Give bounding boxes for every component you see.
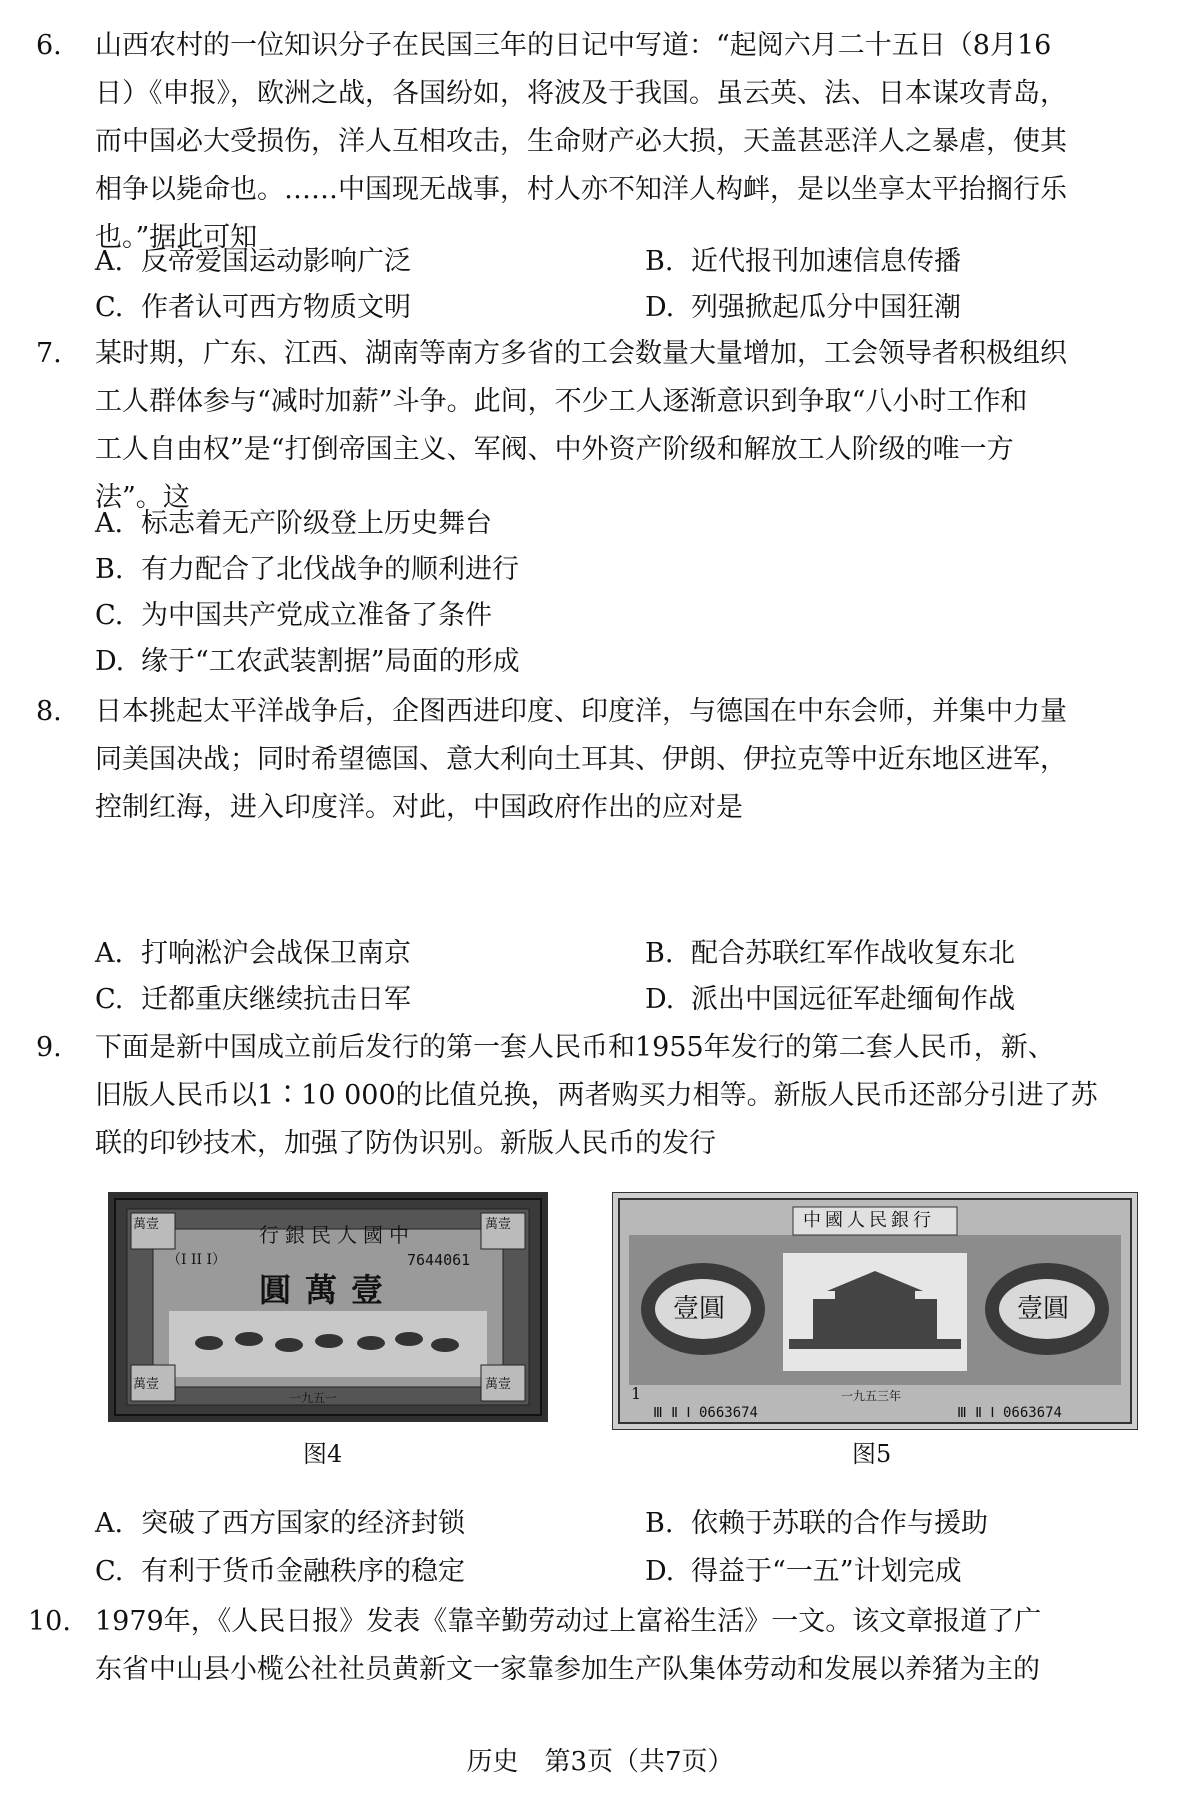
banknote-serial: 7644061 xyxy=(407,1251,471,1269)
option-a[interactable] xyxy=(95,500,492,548)
stem-line: 日）《申报》，欧洲之战，各国纷如，将波及于我国。虽云英、法、日本谋攻青岛， xyxy=(95,78,1067,109)
banknote-left-value: 壹圓 xyxy=(673,1294,726,1324)
option-d[interactable] xyxy=(95,638,520,686)
option-b[interactable] xyxy=(645,238,961,286)
stem-line: 日本挑起太平洋战争后，企图西进印度、印度洋，与德国在中东会师，并集中力量 xyxy=(95,696,1067,727)
question-stem xyxy=(95,1598,1150,1694)
banknote-right-value: 壹圓 xyxy=(1017,1294,1070,1324)
stem-line: 工人群体参与“减时加薪”斗争。此间，不少工人逐渐意识到争取“八小时工作和 xyxy=(95,386,1028,417)
option-text: 反帝爱国运动影响广泛 xyxy=(141,246,411,277)
option-text: 近代报刊加速信息传播 xyxy=(691,246,961,277)
question-stem xyxy=(95,1024,1150,1168)
stem-line: 也。”据此可知 xyxy=(95,222,258,253)
stem-line: 1979年，《人民日报》发表《靠辛勤劳动过上富裕生活》一文。该文章报道了广 xyxy=(95,1606,1042,1637)
question-number: 8. xyxy=(36,696,62,727)
option-letter: D. xyxy=(645,292,675,323)
banknote-serial-prefix: （I II I） xyxy=(167,1252,227,1268)
stem-line: 联的印钞技术，加强了防伪识别。新版人民币的发行 xyxy=(95,1128,716,1159)
option-b[interactable] xyxy=(95,546,519,594)
banknote-year: 一九五一 xyxy=(289,1391,338,1405)
page-footer: 历史 第3页（共7页） xyxy=(466,1747,734,1777)
option-letter: A. xyxy=(95,1508,124,1539)
option-letter: C. xyxy=(95,600,124,631)
stem-line: 同美国决战；同时希望德国、意大利向土耳其、伊朗、伊拉克等中近东地区进军， xyxy=(95,744,1067,775)
option-b[interactable] xyxy=(645,930,1015,978)
stem-line: 东省中山县小榄公社社员黄新文一家靠参加生产队集体劳动和发展以养猪为主的 xyxy=(95,1654,1040,1685)
question-number: 10. xyxy=(28,1606,71,1637)
question-number: 6. xyxy=(36,30,62,61)
question-number: 9. xyxy=(36,1032,62,1063)
question-stem xyxy=(95,688,1150,832)
stem-line: 控制红海，进入印度洋。对此，中国政府作出的应对是 xyxy=(95,792,743,823)
option-d[interactable] xyxy=(645,976,1015,1024)
banknote-figure-4 xyxy=(108,1192,548,1422)
banknote-corner-tl: 萬壹 xyxy=(133,1217,160,1232)
stem-line: 工人自由权”是“打倒帝国主义、军阀、中外资产阶级和解放工人阶级的唯一方 xyxy=(95,434,1014,465)
banknote-serial-left: Ⅲ Ⅱ Ⅰ 0663674 xyxy=(653,1405,758,1421)
stem-line: 山西农村的一位知识分子在民国三年的日记中写道：“起阅六月二十五日（8月16 xyxy=(95,30,1052,61)
banknote-serial-right: Ⅲ Ⅱ Ⅰ 0663674 xyxy=(957,1405,1062,1421)
option-c[interactable] xyxy=(95,976,411,1024)
option-text: 打响淞沪会战保卫南京 xyxy=(141,938,411,969)
option-a[interactable] xyxy=(95,930,411,978)
option-letter: B. xyxy=(645,1508,674,1539)
option-b[interactable] xyxy=(645,1500,988,1548)
option-letter: B. xyxy=(645,938,674,969)
option-text: 派出中国远征军赴缅甸作战 xyxy=(691,984,1015,1015)
option-letter: D. xyxy=(95,646,125,677)
option-letter: A. xyxy=(95,246,124,277)
question-stem xyxy=(95,22,1150,262)
banknote-corner-number: 1 xyxy=(631,1384,642,1403)
banknote-corner-tr: 萬壹 xyxy=(485,1217,512,1232)
banknote-denomination: 圓萬壹 xyxy=(259,1271,398,1309)
option-c[interactable] xyxy=(95,592,492,640)
option-d[interactable] xyxy=(645,1548,962,1596)
stem-line: 下面是新中国成立前后发行的第一套人民币和1955年发行的第二套人民币，新、 xyxy=(95,1032,1055,1063)
stem-line: 某时期，广东、江西、湖南等南方多省的工会数量大量增加，工会领导者积极组织 xyxy=(95,338,1067,369)
stem-line: 法”。这 xyxy=(95,482,190,513)
option-letter: C. xyxy=(95,984,124,1015)
banknote-corner-bl: 萬壹 xyxy=(133,1377,160,1392)
option-letter: A. xyxy=(95,938,124,969)
option-a[interactable] xyxy=(95,238,411,286)
option-text: 缘于“工农武装割据”局面的形成 xyxy=(141,646,520,677)
option-text: 得益于“一五”计划完成 xyxy=(691,1556,962,1587)
banknote-figure-5 xyxy=(612,1192,1138,1430)
option-text: 配合苏联红军作战收复东北 xyxy=(691,938,1015,969)
option-text: 列强掀起瓜分中国狂潮 xyxy=(691,292,961,323)
option-c[interactable] xyxy=(95,1548,465,1596)
option-letter: B. xyxy=(95,554,124,585)
stem-line: 而中国必大受损伤，洋人互相攻击，生命财产必大损，天盖甚恶洋人之暴虐，使其 xyxy=(95,126,1067,157)
option-letter: D. xyxy=(645,984,675,1015)
stem-line: 相争以毙命也。……中国现无战事，村人亦不知洋人构衅，是以坐享太平抬搁行乐 xyxy=(95,174,1067,205)
option-letter: C. xyxy=(95,1556,124,1587)
figure-4-caption: 图4 xyxy=(303,1440,343,1468)
option-letter: C. xyxy=(95,292,124,323)
option-c[interactable] xyxy=(95,284,411,332)
stem-line: 旧版人民币以1∶10 000的比值兑换，两者购买力相等。新版人民币还部分引进了苏 xyxy=(95,1080,1098,1111)
banknote-top-text: 中國人民銀行 xyxy=(803,1210,935,1231)
banknote-year: 一九五三年 xyxy=(841,1389,902,1403)
option-a[interactable] xyxy=(95,1500,465,1548)
option-letter: D. xyxy=(645,1556,675,1587)
option-d[interactable] xyxy=(645,284,961,332)
option-letter: B. xyxy=(645,246,674,277)
option-text: 有利于货币金融秩序的稳定 xyxy=(141,1556,465,1587)
banknote-top-text: 行銀民人國中 xyxy=(259,1223,415,1247)
question-stem xyxy=(95,330,1150,522)
option-text: 突破了西方国家的经济封锁 xyxy=(141,1508,465,1539)
option-text: 迁都重庆继续抗击日军 xyxy=(141,984,411,1015)
option-letter: A. xyxy=(95,508,124,539)
figure-5-caption: 图5 xyxy=(852,1440,892,1468)
banknote-corner-br: 萬壹 xyxy=(485,1377,512,1392)
option-text: 有力配合了北伐战争的顺利进行 xyxy=(141,554,519,585)
question-number: 7. xyxy=(36,338,62,369)
option-text: 依赖于苏联的合作与援助 xyxy=(691,1508,988,1539)
option-text: 作者认可西方物质文明 xyxy=(141,292,411,323)
option-text: 为中国共产党成立准备了条件 xyxy=(141,600,492,631)
option-text: 标志着无产阶级登上历史舞台 xyxy=(141,508,492,539)
